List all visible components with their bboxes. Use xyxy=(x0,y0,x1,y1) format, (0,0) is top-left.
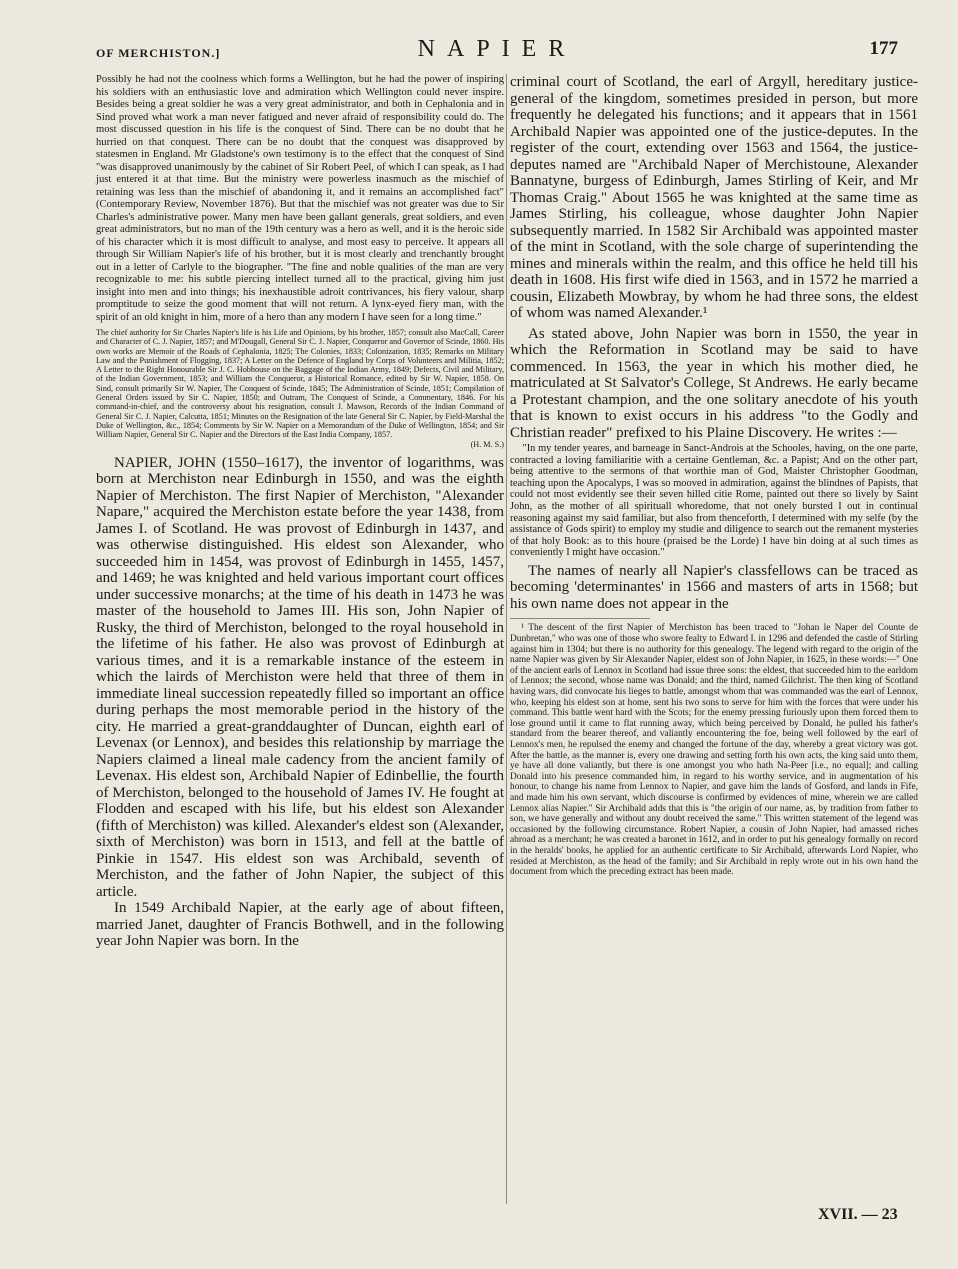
john-napier-birth-paragraph: In 1549 Archibald Napier, at the early age of about fifteen, married Janet, daughter of Francis Bothwell, and in the following year John Napier was born. In the xyxy=(96,900,504,950)
john-napier-intro-paragraph: NAPIER, JOHN (1550–1617), the inventor of logarithms, was born at Merchiston near Edinburgh in 1550, and was the eighth Napier of Merchiston. The first Napier of Merchiston, "Alexander Napare," acquired the Merchiston estate before the year 1438, from James I. of Scotland. He was provost of Edinburgh in 1437, and was otherwise distinguished. His eldest son Alexander, who succeeded him in 1454, was provost of Edinburgh in 1455, 1457, and 1469; he was knighted and held various important court offices under successive monarchs; at the time of his death in 1473 he was master of the household to James III. His son, John Napier of Rusky, the third of Merchiston, belonged to the royal household in the lifetime of his father. He also was provost of Edinburgh at various times, and it is a remarkable instance of the esteem in which the lairds of Merchiston were held that three of them in immediate lineal succession repeatedly filled so important an office during perhaps the most memorable period in the history of the city. He married a great-granddaughter of Duncan, eighth earl of Levenax (or Lennox), and besides this relationship by marriage the Napiers claimed a lineal male cadency from the ancient family of Levenax. His eldest son, Archibald Napier of Edinbellie, the fourth of Merchiston, belonged to the household of James IV. He fought at Flodden and escaped with his life, but his eldest son Alexander (fifth of Merchiston) was killed. Alexander's eldest son (Alexander, sixth of Merchiston) was born in 1513, and fell at the battle of Pinkie in 1547. His eldest son was Archibald, seventh of Merchiston, and the father of John Napier, the subject of this article. xyxy=(96,454,504,900)
bibliography-text: The chief authority for Sir Charles Napier's life is his Life and Opinions, by his brother, 1857; consult also MacCall, Career and Character of C. J. Napier, 1857; and M'Dougall, General Sir C. J. Napier, Conqueror and Governor of Scinde, 1860. His own works are Memoir of the Roads of Cephalonia, 1825; The Colonies, 1833; Colonization, 1835; Remarks on Military Law and the Punishment of Flogging, 1837; A Letter on the Defence of England by Corps of Volunteers and Militia, 1852; A Letter to the Right Honourable Sir J. C. Hobhouse on the Baggage of the Indian Army, 1849; Defects, Civil and Military, of the Indian Government, 1853; and William the Conqueror, a Historical Romance, edited by Sir W. Napier, 1858. On Sind, consult primarily Sir W. Napier, The Conquest of Scinde, 1845; The Administration of Scinde, 1851; Compilation of General Orders issued by Sir C. Napier, 1850; and Outram, The Conquest of Scinde, a Commentary, 1846. For his command-in-chief, and the controversy about his resignation, consult J. Mawson, Records of the Indian Command of General Sir C. J. Napier, Calcutta, 1851; Minutes on the Resignation of the late General Sir C. Napier, by Field-Marshal the Duke of Wellington, &c., 1854; Comments by Sir W. Napier on a Memorandum of the Duke of Wellington, 1854; and Sir William Napier, General Sir C. Napier and the Directors of the East India Company, 1857. xyxy=(96,328,504,440)
header-title: NAPIER xyxy=(417,36,577,62)
bibliography-note xyxy=(96,328,504,449)
right-column xyxy=(510,74,918,878)
signature-mark: XVII. — 23 xyxy=(818,1206,898,1223)
running-header xyxy=(96,36,898,66)
header-section: OF MERCHISTON.] xyxy=(96,46,221,60)
left-column xyxy=(96,74,504,950)
column-divider xyxy=(506,74,507,1204)
author-signoff: (H. M. S.) xyxy=(470,439,504,449)
footnote-rule xyxy=(510,618,650,619)
classfellows-paragraph: The names of nearly all Napier's classfellows can be traced as becoming 'determinantes' in 1566 and masters of arts in 1568; but his own name does not appear in the xyxy=(510,562,918,612)
justice-depute-paragraph: criminal court of Scotland, the earl of Argyll, hereditary justice-general of the kingdom, sometimes presided in person, but more frequently he delegated his functions; and it appears that in 1561 Archibald Napier was appointed one of the justice-deputes. In the register of the court, extending over 1563 and 1564, the justice-deputes named are "Archibald Naper of Merchistoune, Alexander Bannatyne, burgess of Edinburgh, James Stirling of Keir, and Mr Thomas Craig." About 1565 he was knighted at the same time as James Stirling, his colleague, whose daughter John Napier subsequently married. In 1582 Sir Archibald was appointed master of the mint in Scotland, with the sole charge of superintending the mines and minerals within the realm, and this office he held till his death in 1608. His first wife died in 1563, and in 1572 he married a cousin, Elizabeth Mowbray, by whom he had three sons, the eldest of whom was named Alexander.¹ xyxy=(510,74,918,321)
footnote-descent: ¹ The descent of the first Napier of Merchiston has been traced to "Johan le Naper del Counte de Dunbretan," who was one of those who swore fealty to Edward I. in 1296 and defended the castle of Stirling against him in 1304; but there is no authority for this genealogy. The legend with regard to the origin of the name Napier was given by Sir Alexander Napier, eldest son of John Napier, in 1625, in these words:—" One of the ancient earls of Lennox in Scotland had issue three sons: the eldest, that succeeded him to the earldom of Lennox; the second, whose name was Donald; and the third, named Gilchrist. The then king of Scotland having wars, did convocate his lieges to battle, amongst whom that was commanded was the earl of Lennox, who, keeping his eldest son at home, sent his two sons to serve for him with the forces that were under his command. This battle went hard with the Scots; for the enemy pressing furiously upon them forced them to lose ground until it came to flat running away, which being perceived by Donald, he pulled his father's standard from the bearer thereof, and valiantly encountering the foe, being well followed by the earl of Lennox's men, he repulsed the enemy and changed the fortune of the day, whereby a great victory was got. After the battle, as the manner is, every one drawing and setting forth his own acts, the king said unto them, ye have all done valiantly, but there is one amongst you who hath Na-Peer [i.e., no equal]; and calling Donald into his presence commanded him, in regard to his worthy service, and in augmentation of his honour, to change his name from Lennox to Napier, and gave him the lands of Gosford, and lands in Fife, and made him his own servant, which discourse is confirmed by evidences of mine, wherein we are called Lennox alias Napier." Sir Archibald adds that this is "the origin of our name, as, by tradition from father to son, we have generally and without any doubt received the same." This written statement of the legend was occasioned by the following circumstance. Robert Napier, a cousin of John Napier, had amassed riches abroad as a merchant; he was created a baronet in 1612, and in order to put his genealogy formally on record in the heralds' books, he applied for an authentic certificate to Sir Archibald, afterwards Lord Napier, who resided at Merchiston, as the head of the family; and Sir Archibald in reply wrote out in his own hand the document from which the preceding extract has been made. xyxy=(510,623,918,878)
plaine-discovery-quote: "In my tender yeares, and barneage in Sanct-Androis at the Schooles, having, on the one parte, contracted a loving familiaritie with a certaine Gentleman, &c. a Papist; And on the other part, being attentive to the sermons of that worthie man of God, Maister Christopher Goodman, teaching upon the Apocalyps, I was so mooved in admiration, against the blindnes of Papists, that could not most evidently see their seven hilled citie Rome, painted out there so lively by Saint John, as the mother of all spirituall whoredome, that not onely bursted I out in continual reasoning against my said familiar, but also from thenceforth, I determined with my selfe (by the assistance of Gods spirit) to employ my studie and diligence to search out the remanent mysteries of that holy Book: as to this houre (praised be the Lorde) I have bin doing at al such times as conveniently I might have occasion." xyxy=(510,443,918,559)
youth-paragraph: As stated above, John Napier was born in 1550, the year in which the Reformation in Scotland may be said to have commenced. In 1563, the year in which his mother died, he matriculated at St Salvator's College, St Andrews. He early became a Protestant champion, and the one solitary anecdote of his youth that is known to exist occurs in his address "to the Godly and Christian reader" prefixed to his Plaine Discovery. He writes :— xyxy=(510,325,918,441)
page-number: 177 xyxy=(869,38,898,59)
charles-napier-paragraph: Possibly he had not the coolness which forms a Wellington, but he had the power of inspiring his soldiers with an enthusiastic love and admiration which Wellington could never inspire. Besides being a great soldier he was a very great administrator, and both in Cephalonia and in Sind proved what work a man never fatigued and never afraid of responsibility could do. The most discussed question in his life is the conquest of Sind. There can be no doubt that he hurried on that conquest. There can be no doubt that the conquest was disapproved by statesmen in England. Mr Gladstone's own testimony is to the effect that the conquest of Sind "was disapproved unanimously by the cabinet of Sir Robert Peel, of which I can speak, as I had just entered it at that time. But the ministry were powerless inasmuch as the mischief of retaining was less than the mischief of abandoning it, and it remains an accomplished fact" (Contemporary Review, November 1876). But that the mischief was not greater was due to Sir Charles's administrative power. Many men have been gallant generals, great soldiers, and even great administrators, but no man of the 19th century was a hero as well, and it is the heroic side of his character which it is most difficult to analyse, and most easy to perceive. It appears all through Sir William Napier's life of his brother, but it is most clearly and trenchantly brought out in a letter of Carlyle to the biographer. "The fine and noble qualities of the man are very recognizable to me: his subtle piercing intellect turned all to the practical, giving him just insight into men and into things; his inexhaustible adroit contrivances, his fiery valour, sharp promptitude to seize the good moment that will not return. A lynx-eyed fiery man, with the spirit of an old knight in him, more of a hero than any modern I have seen for a long time." xyxy=(96,74,504,323)
